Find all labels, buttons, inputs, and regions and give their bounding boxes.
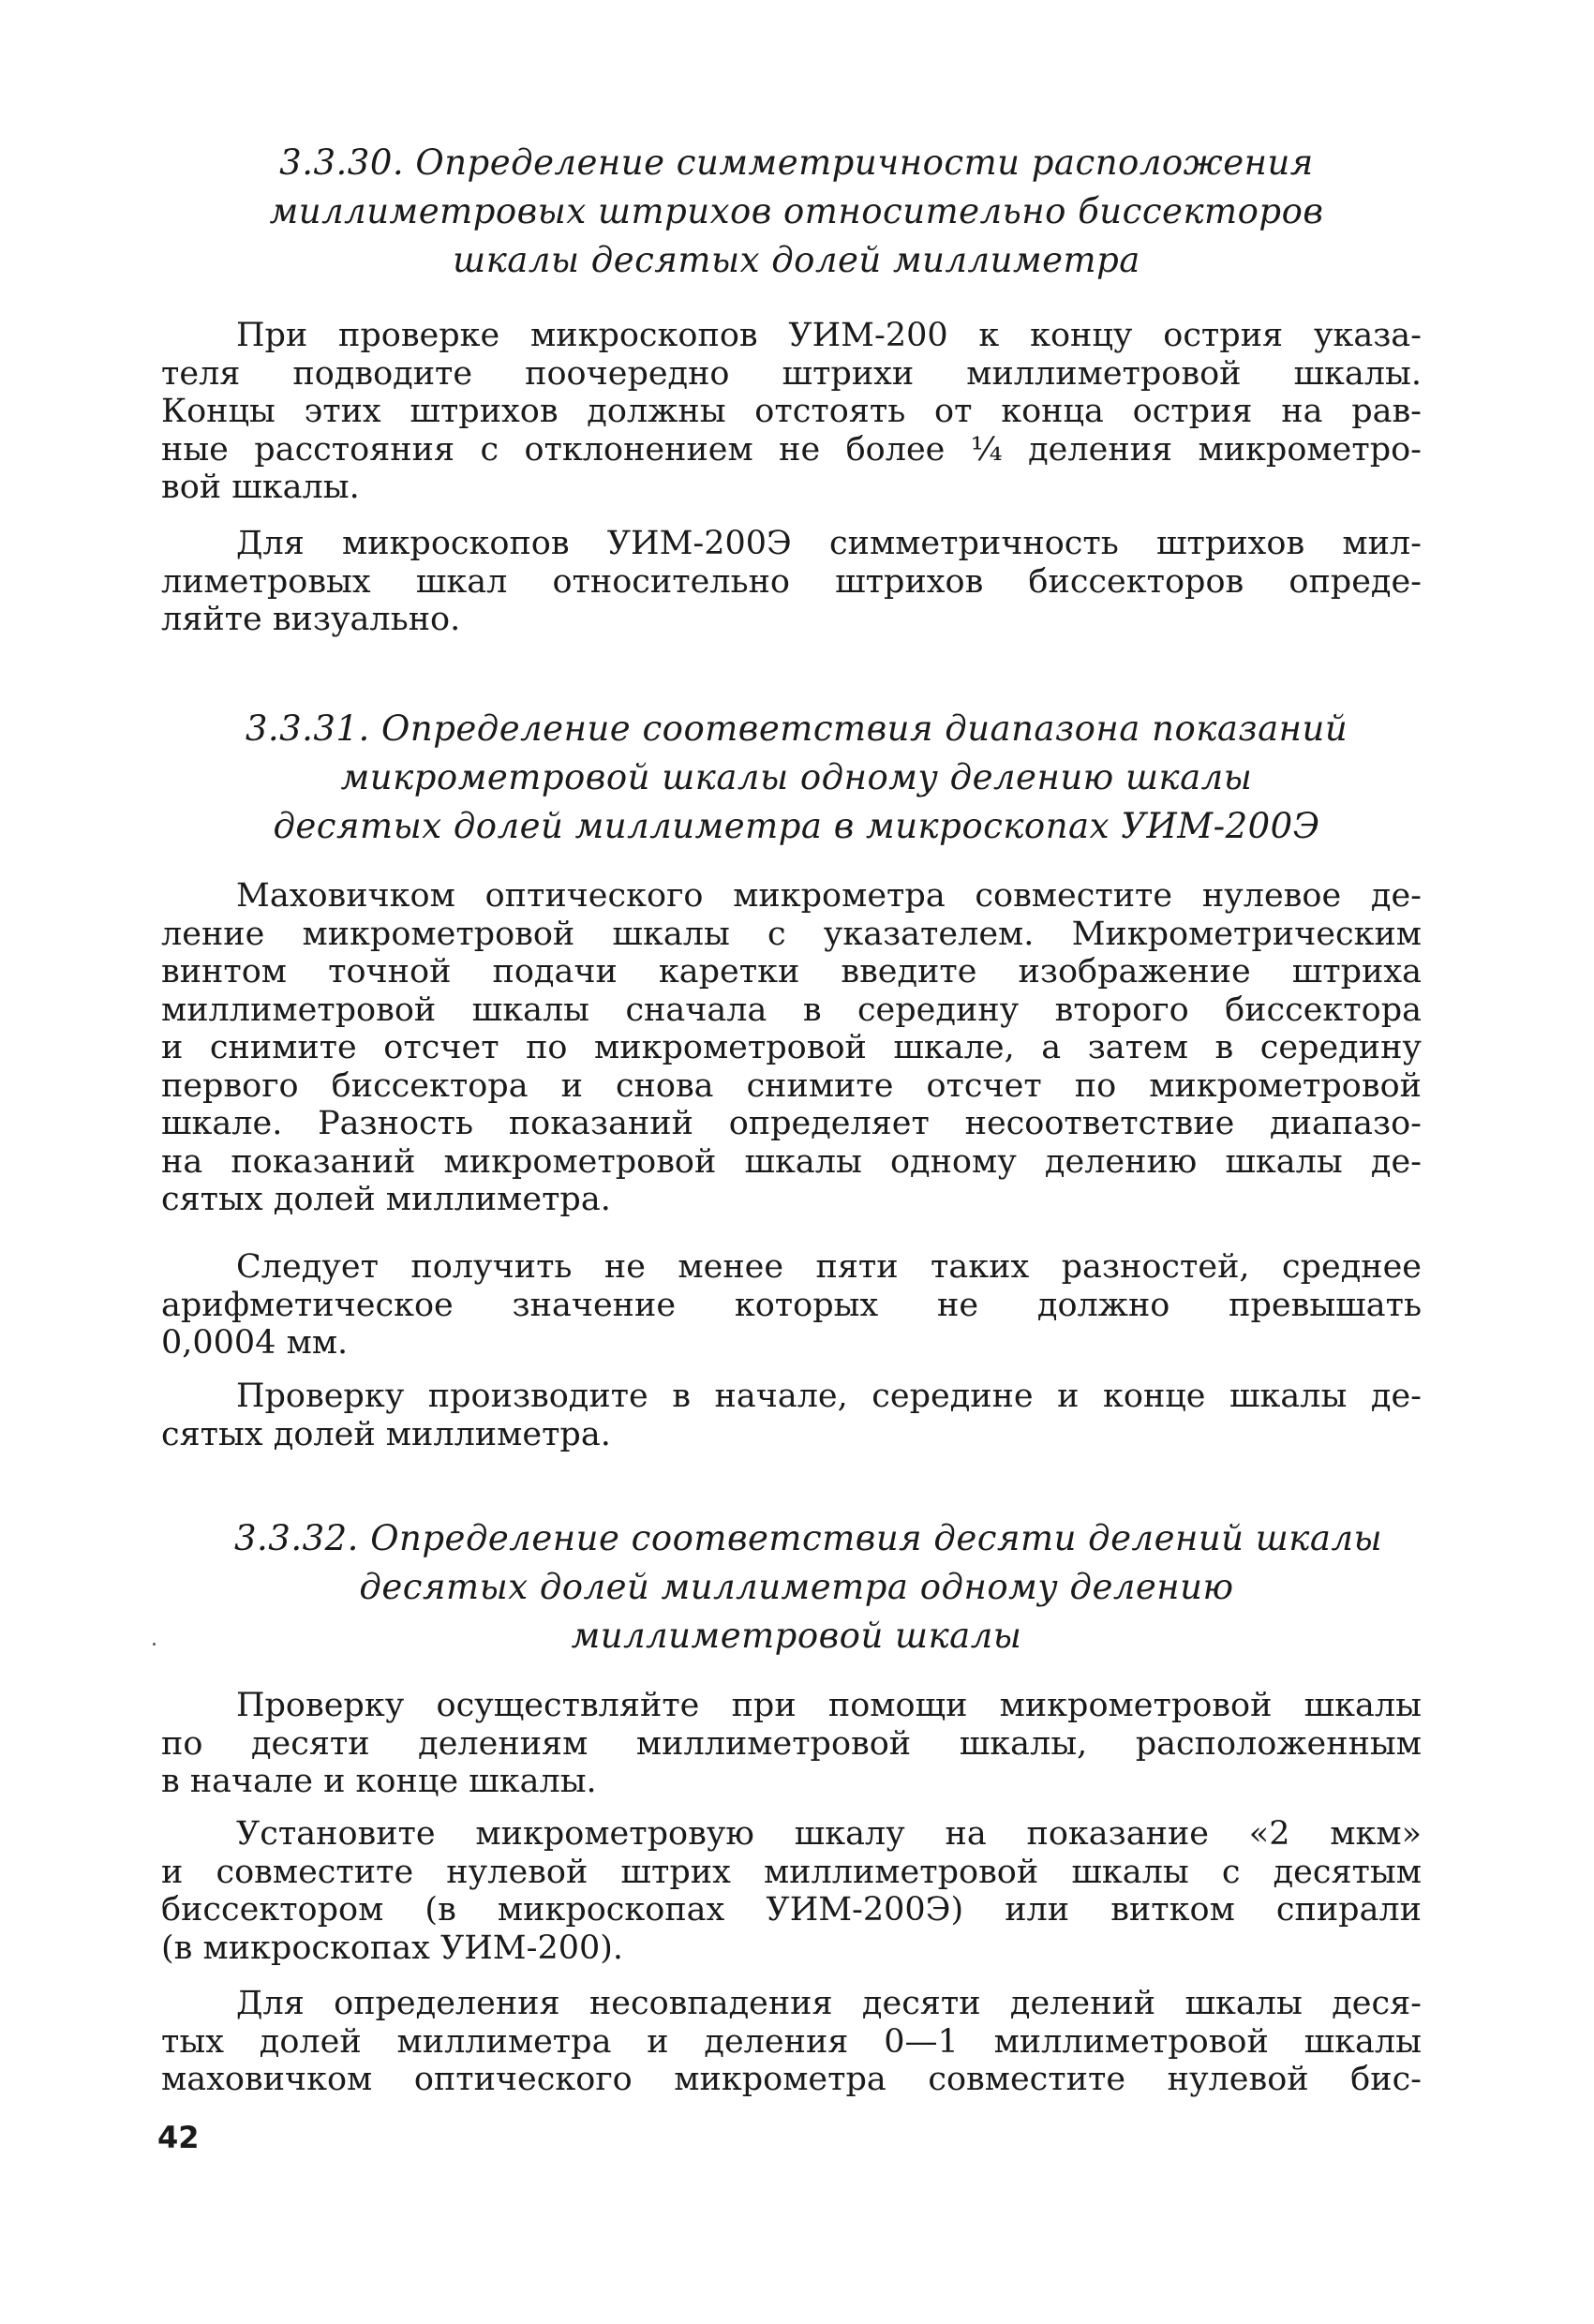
paragraph-line: ные расстояния с отклонением не более ¼ деления микрометро- [161,430,1422,469]
paragraph-line: теля подводите поочередно штрихи миллиметровой шкалы. [161,354,1422,393]
paragraph-line: винтом точной подачи каретки введите изображение штриха [161,953,1422,991]
paragraph-line: Для микроскопов УИМ-200Э симметричность штрихов мил- [236,525,1422,562]
margin-speck [153,1643,156,1646]
paragraph-line: При проверке микроскопов УИМ-200 к концу острия указа- [236,317,1422,354]
heading-line: миллиметровых штрихов относительно биссекторов [269,191,1324,231]
paragraph-line: первого биссектора и снова снимите отсчет по микрометровой [161,1066,1422,1105]
paragraph [161,1687,1422,1801]
paragraph [161,1248,1422,1363]
paragraph [161,877,1422,1219]
paragraph-line: Концы этих штрихов должны отстоять от конца острия на рав- [161,393,1422,430]
page-number: 42 [157,2120,200,2155]
heading-line: миллиметровой шкалы [571,1616,1022,1656]
paragraph [161,317,1422,507]
section-heading-3-3-30 [234,139,1359,285]
section-heading-3-3-31 [234,705,1359,851]
paragraph-line: (в микроскопах УИМ-200). [161,1929,624,1967]
paragraph-line: в начале и конце шкалы. [161,1763,597,1800]
paragraph-line: Проверку осуществляйте при помощи микрометровой шкалы [236,1687,1422,1724]
heading-line: десятых долей миллиметра в микроскопах УИМ-200Э [273,806,1320,846]
paragraph-line: на показаний микрометровой шкалы одному делению шкалы де- [161,1142,1422,1181]
heading-line: 3.3.32. Определение соответствия десяти делений шкалы [234,1518,1383,1558]
paragraph [161,1378,1422,1453]
section-heading-3-3-32 [234,1514,1383,1661]
paragraph-line: Проверку производите в начале, середине и конце шкалы де- [236,1378,1422,1415]
paragraph-line: миллиметровой шкалы сначала в середину второго биссектора [161,991,1422,1029]
heading-line: 3.3.31. Определение соответствия диапазона показаний [245,708,1348,749]
paragraph-line: маховичком оптического микрометра совместите нулевой бис- [161,2061,1422,2098]
paragraph-line: лиметровых шкал относительно штрихов биссекторов опреде- [161,562,1422,601]
paragraph-line: биссектором (в микроскопах УИМ-200Э) или витком спирали [161,1891,1422,1929]
paragraph-line: по десяти делениям миллиметровой шкалы, расположенным [161,1724,1422,1763]
heading-line: шкалы десятых долей миллиметра [453,240,1140,280]
paragraph-line: тых долей миллиметра и деления 0—1 миллиметровой шкалы [161,2022,1422,2061]
paragraph-line: Маховичком оптического микрометра совместите нулевое де- [236,877,1422,915]
heading-line: десятых долей миллиметра одному делению [359,1567,1234,1607]
paragraph-line: сятых долей миллиметра. [161,1415,611,1453]
heading-line: микрометровой шкалы одному делению шкалы [340,757,1253,797]
paragraph-line: и снимите отсчет по микрометровой шкале, а затем в середину [161,1029,1422,1066]
paragraph-line: шкале. Разность показаний определяет несоответствие диапазо- [161,1105,1422,1142]
paragraph-line: арифметическое значение которых не должно превышать [161,1286,1422,1324]
paragraph-line: 0,0004 мм. [161,1324,349,1362]
paragraph [161,1815,1422,1967]
paragraph-line: ление микрометровой шкалы с указателем. Микрометрическим [161,915,1422,953]
paragraph [161,525,1422,639]
paragraph-line: и совместите нулевой штрих миллиметровой шкалы с десятым [161,1853,1422,1891]
paragraph-line: Для определения несовпадения десяти делений шкалы деся- [236,1985,1422,2022]
heading-line: 3.3.30. Определение симметричности расположения [279,142,1314,183]
paragraph-line: Следует получить не менее пяти таких разностей, среднее [236,1248,1422,1286]
paragraph [161,1985,1422,2099]
paragraph-line: Установите микрометровую шкалу на показание «2 мкм» [236,1815,1422,1853]
paragraph-line: вой шкалы. [161,469,360,506]
paragraph-line: сятых долей миллиметра. [161,1181,611,1218]
paragraph-line: ляйте визуально. [161,601,461,638]
